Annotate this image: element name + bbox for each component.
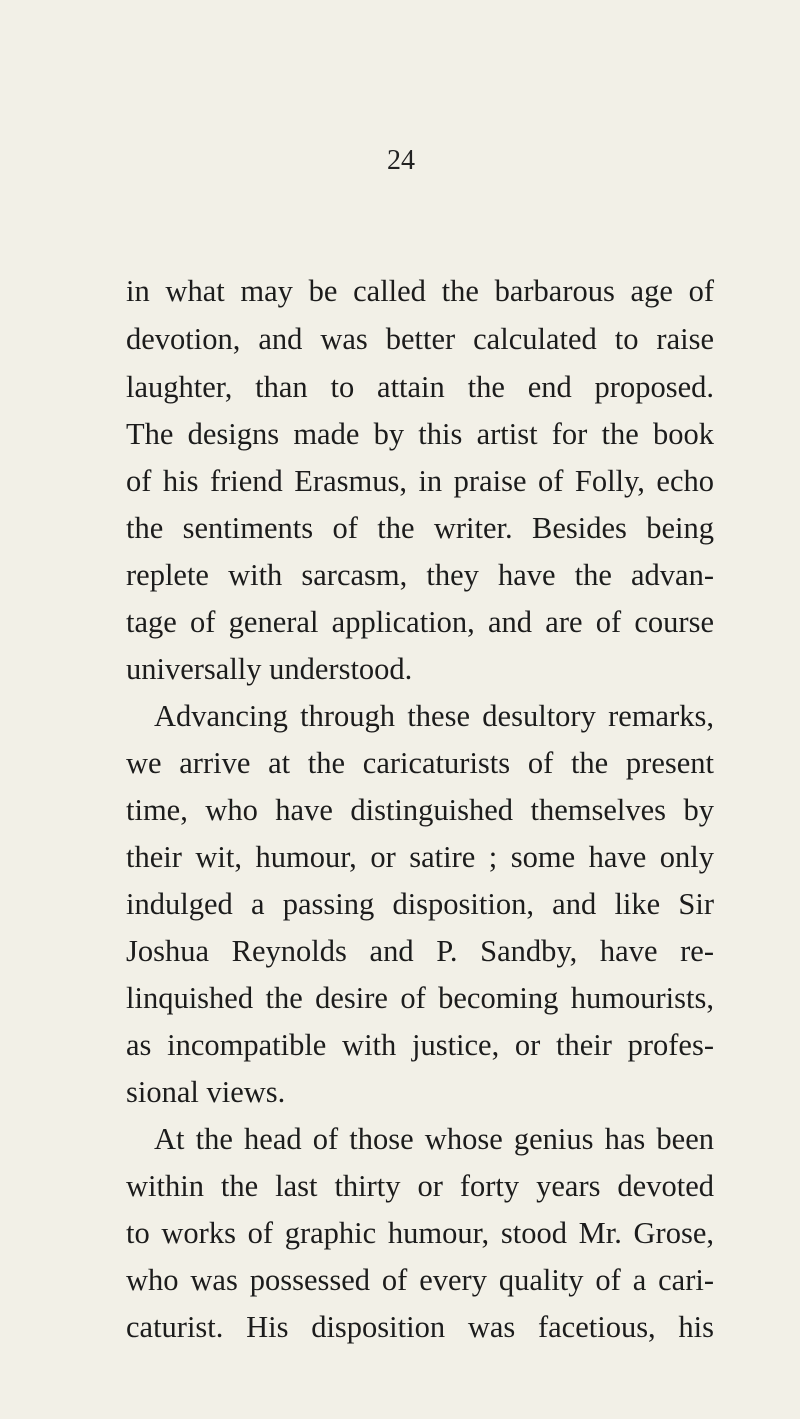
- text-line: to works of graphic humour, stood Mr. Grose,: [126, 1216, 714, 1250]
- paragraph-start-line: Advancing through these desultory remarks,: [154, 699, 714, 733]
- text-line: as incompatible with justice, or their profes-: [126, 1028, 714, 1062]
- text-line: in what may be called the barbarous age of: [126, 274, 714, 308]
- page-number: 24: [387, 145, 415, 176]
- text-line: indulged a passing disposition, and like Sir: [126, 887, 714, 921]
- text-line: replete with sarcasm, they have the advan-: [126, 558, 714, 592]
- text-line: within the last thirty or forty years devoted: [126, 1169, 714, 1203]
- text-line: laughter, than to attain the end proposed.: [126, 370, 714, 404]
- text-line: time, who have distinguished themselves by: [126, 793, 714, 827]
- text-line: caturist. His disposition was facetious, his: [126, 1310, 714, 1344]
- text-line: of his friend Erasmus, in praise of Folly, echo: [126, 464, 714, 498]
- paragraph-start-line: At the head of those whose genius has been: [154, 1122, 714, 1156]
- text-line: linquished the desire of becoming humourists,: [126, 981, 714, 1015]
- text-line: devotion, and was better calculated to raise: [126, 322, 714, 356]
- text-line: we arrive at the caricaturists of the present: [126, 746, 714, 780]
- text-line: their wit, humour, or satire ; some have only: [126, 840, 714, 874]
- text-line: who was possessed of every quality of a cari-: [126, 1263, 714, 1297]
- text-line: The designs made by this artist for the book: [126, 417, 714, 451]
- text-line: Joshua Reynolds and P. Sandby, have re-: [126, 934, 714, 968]
- text-line: tage of general application, and are of course: [126, 605, 714, 639]
- paragraph-end-line: universally understood.: [126, 652, 413, 686]
- text-line: the sentiments of the writer. Besides being: [126, 511, 714, 545]
- paragraph-end-line: sional views.: [126, 1075, 286, 1109]
